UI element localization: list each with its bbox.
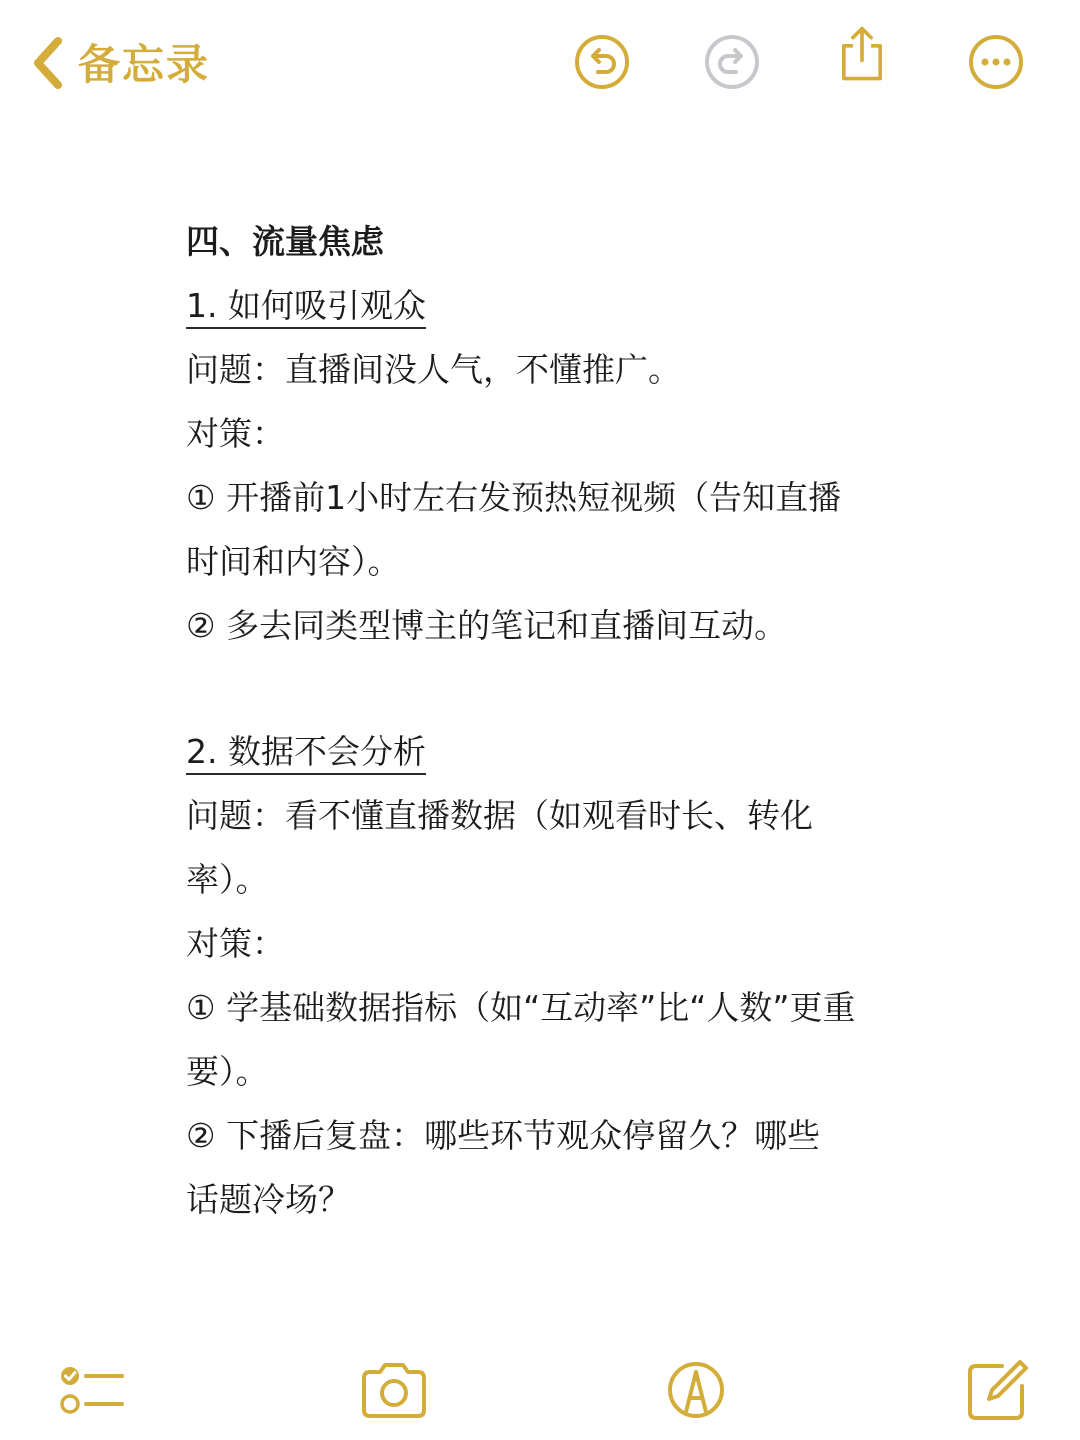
strategy-item-continued: 时间和内容）。 bbox=[186, 542, 401, 581]
compose-button[interactable] bbox=[962, 1356, 1034, 1428]
share-icon bbox=[832, 24, 892, 88]
more-icon bbox=[966, 32, 1026, 96]
camera-icon bbox=[358, 1354, 430, 1430]
undo-button[interactable] bbox=[572, 34, 632, 94]
more-button[interactable] bbox=[966, 34, 1026, 94]
strategy-label: 对策： bbox=[186, 414, 285, 453]
blank-line bbox=[186, 658, 906, 720]
section-subtitle-text: 2. 数据不会分析 bbox=[186, 732, 426, 775]
checklist-icon bbox=[56, 1354, 128, 1430]
strategy-item: ① 学基础数据指标（如“互动率”比“人数”更重 bbox=[186, 988, 856, 1027]
section-subtitle bbox=[186, 274, 906, 338]
strategy-item: ① 开播前1小时左右发预热短视频（告知直播 bbox=[186, 478, 842, 517]
bottom-toolbar bbox=[0, 1340, 1080, 1440]
redo-icon bbox=[702, 32, 762, 96]
top-toolbar bbox=[0, 0, 1080, 130]
back-label: 备忘录 bbox=[78, 40, 211, 89]
note-body[interactable] bbox=[186, 210, 906, 1232]
section-subtitle bbox=[186, 720, 906, 784]
compose-icon bbox=[962, 1354, 1034, 1430]
note-heading: 四、流量焦虑 bbox=[186, 222, 384, 261]
markup-icon bbox=[660, 1354, 732, 1430]
problem-text: 问题：看不懂直播数据（如观看时长、转化 bbox=[186, 796, 813, 835]
back-button[interactable] bbox=[26, 30, 210, 100]
strategy-item-continued: 要）。 bbox=[186, 1052, 269, 1091]
redo-button[interactable] bbox=[702, 34, 762, 94]
undo-icon bbox=[572, 32, 632, 96]
problem-text: 问题：直播间没人气，不懂推广。 bbox=[186, 350, 681, 389]
markup-button[interactable] bbox=[660, 1356, 732, 1428]
strategy-item: ② 多去同类型博主的笔记和直播间互动。 bbox=[186, 606, 788, 645]
section-subtitle-text: 1. 如何吸引观众 bbox=[186, 286, 426, 329]
chevron-left-icon bbox=[26, 33, 70, 97]
share-button[interactable] bbox=[832, 26, 892, 86]
strategy-item-continued: 话题冷场？ bbox=[186, 1180, 351, 1219]
camera-button[interactable] bbox=[358, 1356, 430, 1428]
strategy-item: ② 下播后复盘：哪些环节观众停留久？哪些 bbox=[186, 1116, 821, 1155]
strategy-label: 对策： bbox=[186, 924, 285, 963]
checklist-button[interactable] bbox=[56, 1356, 128, 1428]
problem-text-continued: 率）。 bbox=[186, 860, 269, 899]
